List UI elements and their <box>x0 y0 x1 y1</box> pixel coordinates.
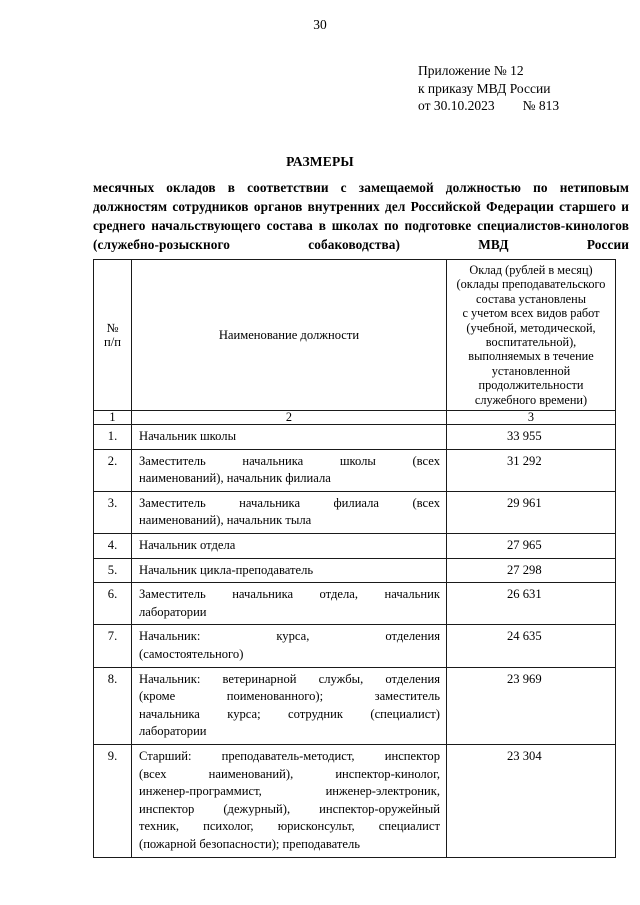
table-head <box>94 260 616 411</box>
column-number-3: 3 <box>447 411 616 425</box>
appendix-date-line <box>418 97 633 115</box>
salary-header-line: выполняемых в течение <box>468 349 594 364</box>
document-heading: РАЗМЕРЫ <box>286 154 354 169</box>
row-title-line: (пожарной безопасности); преподаватель <box>139 836 361 851</box>
row-title-line: Начальник отдела <box>139 538 236 553</box>
salary-header-line: продолжительности <box>478 378 584 393</box>
salary-header-line: Оклад (рублей в месяц) <box>469 263 593 277</box>
row-title-line: наименований), начальник тыла <box>139 513 312 528</box>
table-row <box>94 558 616 583</box>
table-row <box>94 744 616 857</box>
appendix-reference-block <box>418 62 633 115</box>
salary-header-line: служебного времени) <box>474 392 588 407</box>
row-salary <box>447 625 616 667</box>
column-header-number-line1: № <box>106 320 119 335</box>
row-title-line: (кроме поименованного); заместитель <box>139 689 440 704</box>
row-title-line: техник, психолог, юрисконсульт, специалист <box>139 819 440 834</box>
table-row <box>94 425 616 450</box>
row-title-line: Начальник школы <box>139 429 237 444</box>
row-salary <box>447 744 616 857</box>
salary-header-line: (оклады преподавательского <box>456 277 606 292</box>
row-title-line: лаборатории <box>139 724 207 739</box>
table-body <box>94 411 616 857</box>
table-header-row <box>94 260 616 411</box>
row-salary-value: 27 298 <box>507 562 542 577</box>
document-subtitle: месячных окладов в соответствии с замещаемой должностью по нетиповым должностям сотрудников органов внутренних дел Российской Федерации старшего и среднего начальствующего состава в школах по подготовке специалистов-кинологов (служебно-розыскного собаководства) МВД России <box>93 180 629 252</box>
row-title-line: инженер-программист, инженер-электроник, <box>139 784 440 799</box>
appendix-order-number: № 813 <box>522 98 560 113</box>
salary-header-line: (учебной, методической, <box>466 320 596 335</box>
column-header-number <box>94 260 132 411</box>
row-number: 8. <box>94 667 132 744</box>
salary-header-line: с учетом всех видов работ <box>462 306 600 321</box>
row-position-title <box>132 491 447 533</box>
row-position-title <box>132 583 447 625</box>
row-salary-value: 23 969 <box>507 671 542 686</box>
row-position-title <box>132 534 447 559</box>
column-number-1: 1 <box>94 411 132 425</box>
row-salary <box>447 667 616 744</box>
salary-header-line: воспитательной), <box>485 335 577 350</box>
row-position-title <box>132 744 447 857</box>
row-salary <box>447 583 616 625</box>
row-number: 7. <box>94 625 132 667</box>
row-title-line: Начальник: курса, отделения <box>139 629 440 644</box>
appendix-title-line: Приложение № 12 <box>418 63 524 78</box>
row-title-line: Начальник: ветеринарной службы, отделения <box>139 671 440 686</box>
appendix-order-line: к приказу МВД России <box>418 80 551 96</box>
row-number: 2. <box>94 449 132 491</box>
column-number-2: 2 <box>132 411 447 425</box>
table-row <box>94 449 616 491</box>
row-salary <box>447 558 616 583</box>
row-salary-value: 31 292 <box>507 453 542 468</box>
row-salary-value: 29 961 <box>507 495 542 510</box>
row-title-line: инспектор (дежурный), инспектор-оружейный <box>139 801 440 816</box>
table-row <box>94 534 616 559</box>
table-row <box>94 625 616 667</box>
row-number: 5. <box>94 558 132 583</box>
row-title-line: лаборатории <box>139 604 207 619</box>
row-title-line: Заместитель начальника отдела, начальник <box>139 587 440 602</box>
row-title-line: (самостоятельного) <box>139 647 244 661</box>
salary-header-line: состава установлены <box>476 291 586 306</box>
row-title-line: (всех наименований), инспектор-кинолог, <box>139 766 440 781</box>
row-number: 6. <box>94 583 132 625</box>
row-number: 3. <box>94 491 132 533</box>
row-salary <box>447 449 616 491</box>
row-position-title <box>132 425 447 450</box>
table-row <box>94 667 616 744</box>
row-title-line: наименований), начальник филиала <box>139 471 331 486</box>
row-number: 9. <box>94 744 132 857</box>
row-title-line: Заместитель начальника филиала (всех <box>139 495 440 510</box>
row-title-line: Заместитель начальника школы (всех <box>139 453 440 468</box>
row-position-title <box>132 667 447 744</box>
table-row <box>94 583 616 625</box>
row-title-line: Начальник цикла-преподаватель <box>139 562 314 577</box>
row-position-title <box>132 558 447 583</box>
row-title-line: Старший: преподаватель-методист, инспектор <box>139 748 440 763</box>
row-title-line: начальника курса; сотрудник (специалист) <box>139 706 440 721</box>
column-header-number-line2: п/п <box>104 335 121 350</box>
row-position-title <box>132 625 447 667</box>
column-number-row <box>94 411 616 425</box>
row-salary-value: 27 965 <box>507 538 542 553</box>
row-salary <box>447 534 616 559</box>
row-salary-value: 24 635 <box>507 629 542 644</box>
row-salary <box>447 425 616 450</box>
page-number: 30 <box>313 17 327 32</box>
appendix-date: от 30.10.2023 <box>418 98 495 113</box>
salary-table <box>93 259 616 858</box>
row-number: 4. <box>94 534 132 559</box>
salary-header-line: установленной <box>491 363 571 378</box>
row-position-title <box>132 449 447 491</box>
row-salary-value: 33 955 <box>507 429 542 444</box>
row-salary-value: 23 304 <box>507 748 542 763</box>
column-header-salary <box>447 260 616 411</box>
table-row <box>94 491 616 533</box>
row-salary <box>447 491 616 533</box>
column-header-position: Наименование должности <box>132 260 447 411</box>
row-salary-value: 26 631 <box>507 587 542 602</box>
row-number: 1. <box>94 425 132 450</box>
